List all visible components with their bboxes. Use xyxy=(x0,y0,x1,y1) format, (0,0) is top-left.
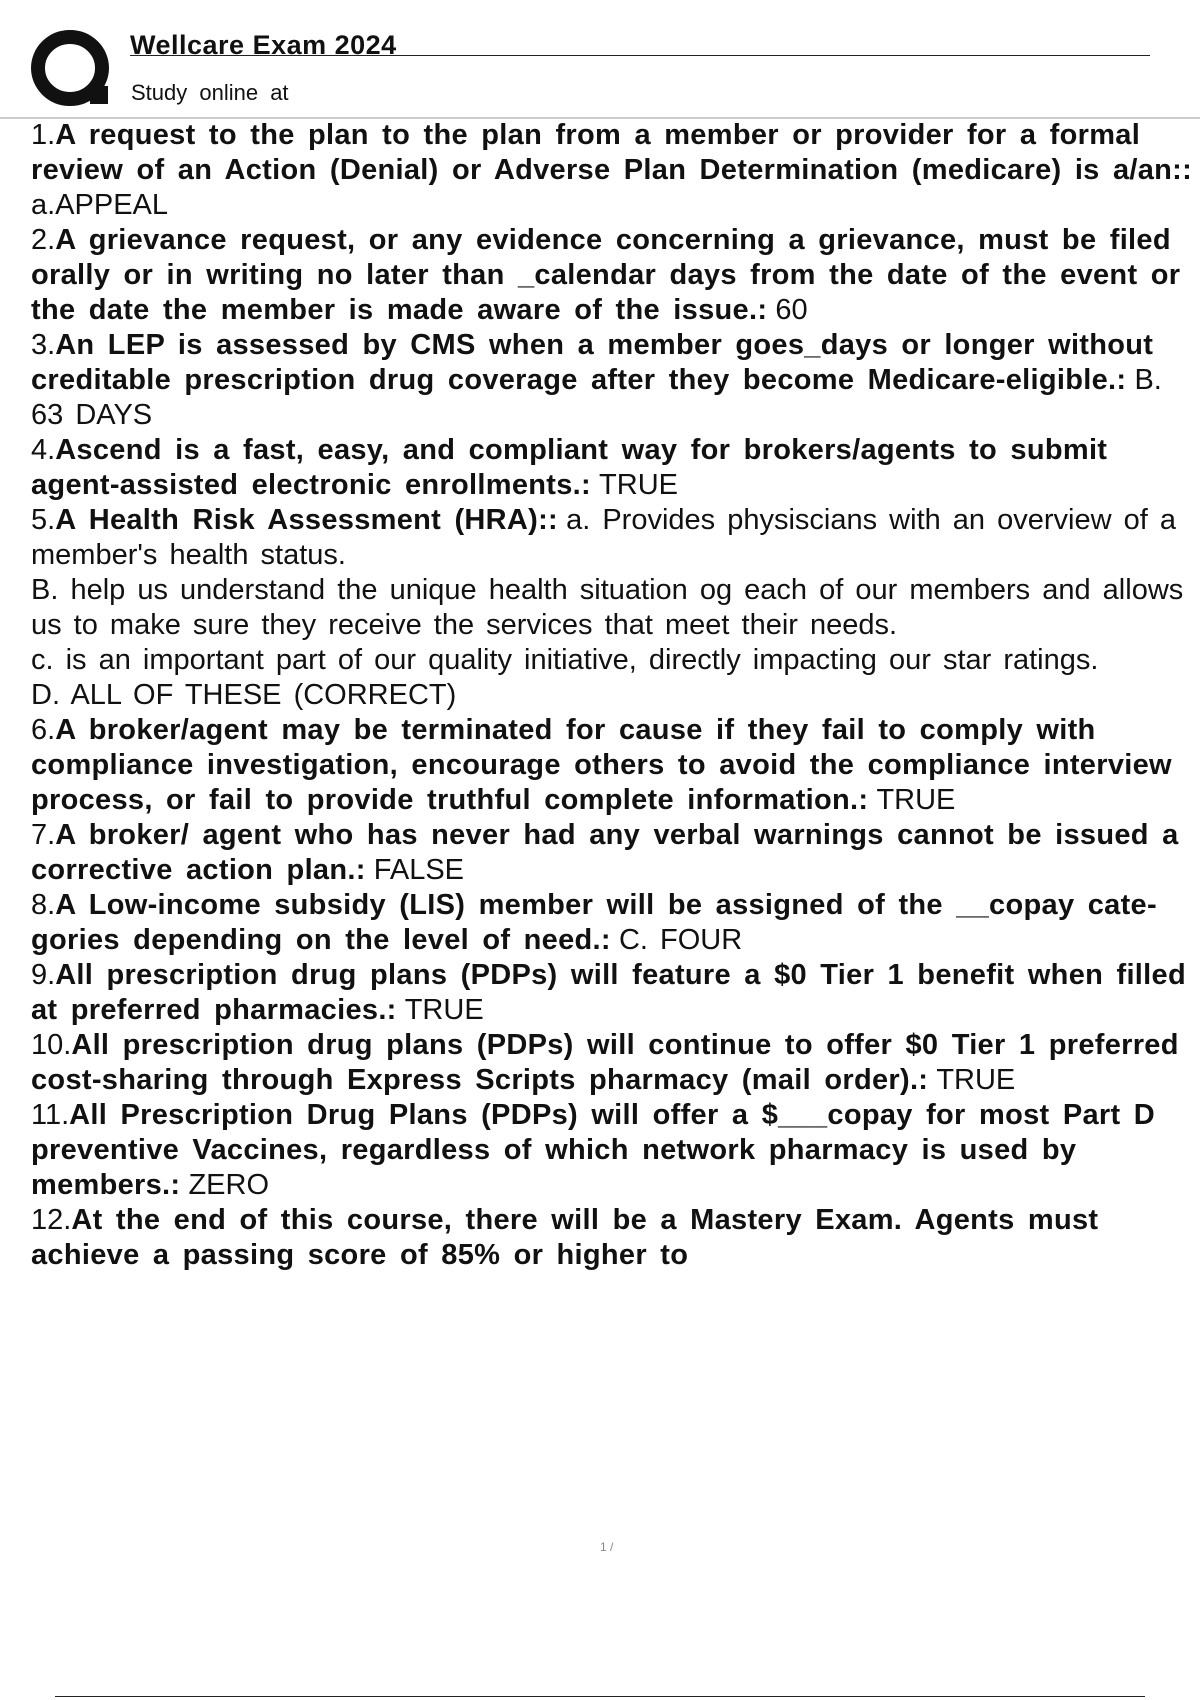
question-text: A Low-income subsidy (LIS) member will be assigned of the __copay cate- gories depending on the level of need.: xyxy=(31,889,1157,956)
question-text: Ascend is a fast, easy, and compliant way for brokers/agents to submit agent-assisted electronic enrollments.: xyxy=(31,434,1108,501)
answer-option: c. is an important part of our quality initiative, directly impacting our star ratings. xyxy=(31,644,1099,676)
document-header xyxy=(30,28,1150,118)
question-text: An LEP is assessed by CMS when a member goes_days or longer without creditable prescription drug coverage after they become Medicare-eligible.: xyxy=(31,329,1154,396)
question-answer: FALSE xyxy=(373,854,465,886)
question-item: 11.All Prescription Drug Plans (PDPs) will offer a $___copay for most Part D preventive Vaccines, regardless of which network pharmacy is used by members.: ZERO xyxy=(31,1099,1156,1201)
question-answer: TRUE xyxy=(936,1064,1016,1096)
question-item: 12.At the end of this course, there will be a Mastery Exam. Agents must achieve a passing score of 85% or higher to xyxy=(31,1204,1099,1271)
question-item: 10.All prescription drug plans (PDPs) will continue to offer $0 Tier 1 preferred cost-sharing through Express Scripts pharmacy (mail order).: TRUE xyxy=(31,1029,1179,1096)
question-item: 3.An LEP is assessed by CMS when a member goes_days or longer without creditable prescription drug coverage after they become Medicare-eligible.: B. 63 DAYS xyxy=(31,329,1162,431)
question-text: A broker/agent may be terminated for cause if they fail to comply with compliance investigation, encourage others to avoid the compliance interview process, or fail to provide truthful complete information.: xyxy=(31,714,1172,816)
question-text: All Prescription Drug Plans (PDPs) will offer a $___copay for most Part D preventive Vaccines, regardless of which network pharmacy is used by members.: xyxy=(31,1099,1156,1201)
question-answer: a.APPEAL xyxy=(31,189,169,221)
question-answer: B. 63 DAYS xyxy=(31,364,1162,431)
title-divider xyxy=(130,55,1150,56)
question-item: 6.A broker/agent may be terminated for cause if they fail to comply with compliance investigation, encourage others to avoid the compliance interview process, or fail to provide truthful complete information.: TRUE xyxy=(31,714,1172,816)
question-text: All prescription drug plans (PDPs) will feature a $0 Tier 1 benefit when filled at preferred pharmacies.: xyxy=(31,959,1186,1026)
footer-divider xyxy=(55,1696,1145,1697)
document-subtitle: Study online at xyxy=(131,80,289,105)
question-answer: a. Provides physiscians with an overview of a member's health status. xyxy=(31,504,1176,571)
question-text: A Health Risk Assessment (HRA):: xyxy=(55,504,559,536)
question-text: A broker/ agent who has never had any verbal warnings cannot be issued a corrective action plan.: xyxy=(31,819,1179,886)
document-title: Wellcare Exam 2024 xyxy=(130,30,397,60)
question-list xyxy=(31,118,1196,1273)
q-logo-icon xyxy=(30,28,114,112)
question-answer: 60 xyxy=(775,294,808,326)
question-answer: ZERO xyxy=(188,1169,269,1201)
question-item: 1.A request to the plan to the plan from a member or provider for a formal review of an Action (Denial) or Adverse Plan Determination (medicare) is a/an:: a.APPEAL xyxy=(31,119,1193,221)
question-item: 5.A Health Risk Assessment (HRA):: a. Provides physiscians with an overview of a member's health status. xyxy=(31,504,1176,571)
question-answer: C. FOUR xyxy=(618,924,743,956)
question-text: All prescription drug plans (PDPs) will continue to offer $0 Tier 1 preferred cost-sharing through Express Scripts pharmacy (mail order).: xyxy=(31,1029,1179,1096)
answer-option: D. ALL OF THESE (CORRECT) xyxy=(31,679,457,711)
question-text: At the end of this course, there will be a Mastery Exam. Agents must achieve a passing score of 85% or higher to xyxy=(31,1204,1099,1271)
question-text: A grievance request, or any evidence concerning a grievance, must be filed orally or in writing no later than _calendar days from the date of the event or the date the member is made aware of the issue.: xyxy=(31,224,1181,326)
question-item: 8.A Low-income subsidy (LIS) member will be assigned of the __copay cate- gories depending on the level of need.: C. FOUR xyxy=(31,889,1157,956)
page-number: 1 / xyxy=(600,1540,614,1554)
question-item: 2.A grievance request, or any evidence concerning a grievance, must be filed orally or in writing no later than _calendar days from the date of the event or the date the member is made aware of the issue.: 60 xyxy=(31,224,1181,326)
question-text: A request to the plan to the plan from a member or provider for a formal review of an Action (Denial) or Adverse Plan Determination (medicare) is a/an:: xyxy=(31,119,1193,186)
question-item: 9.All prescription drug plans (PDPs) will feature a $0 Tier 1 benefit when filled at preferred pharmacies.: TRUE xyxy=(31,959,1186,1026)
question-answer: TRUE xyxy=(599,469,678,501)
question-item: 7.A broker/ agent who has never had any verbal warnings cannot be issued a corrective action plan.: FALSE xyxy=(31,819,1179,886)
question-answer: TRUE xyxy=(876,784,956,816)
answer-option: B. help us understand the unique health situation og each of our members and allows us to make sure they receive the services that meet their needs. xyxy=(31,574,1184,641)
question-item: 4.Ascend is a fast, easy, and compliant way for brokers/agents to submit agent-assisted electronic enrollments.: TRUE xyxy=(31,434,1108,501)
question-answer: TRUE xyxy=(404,994,484,1026)
